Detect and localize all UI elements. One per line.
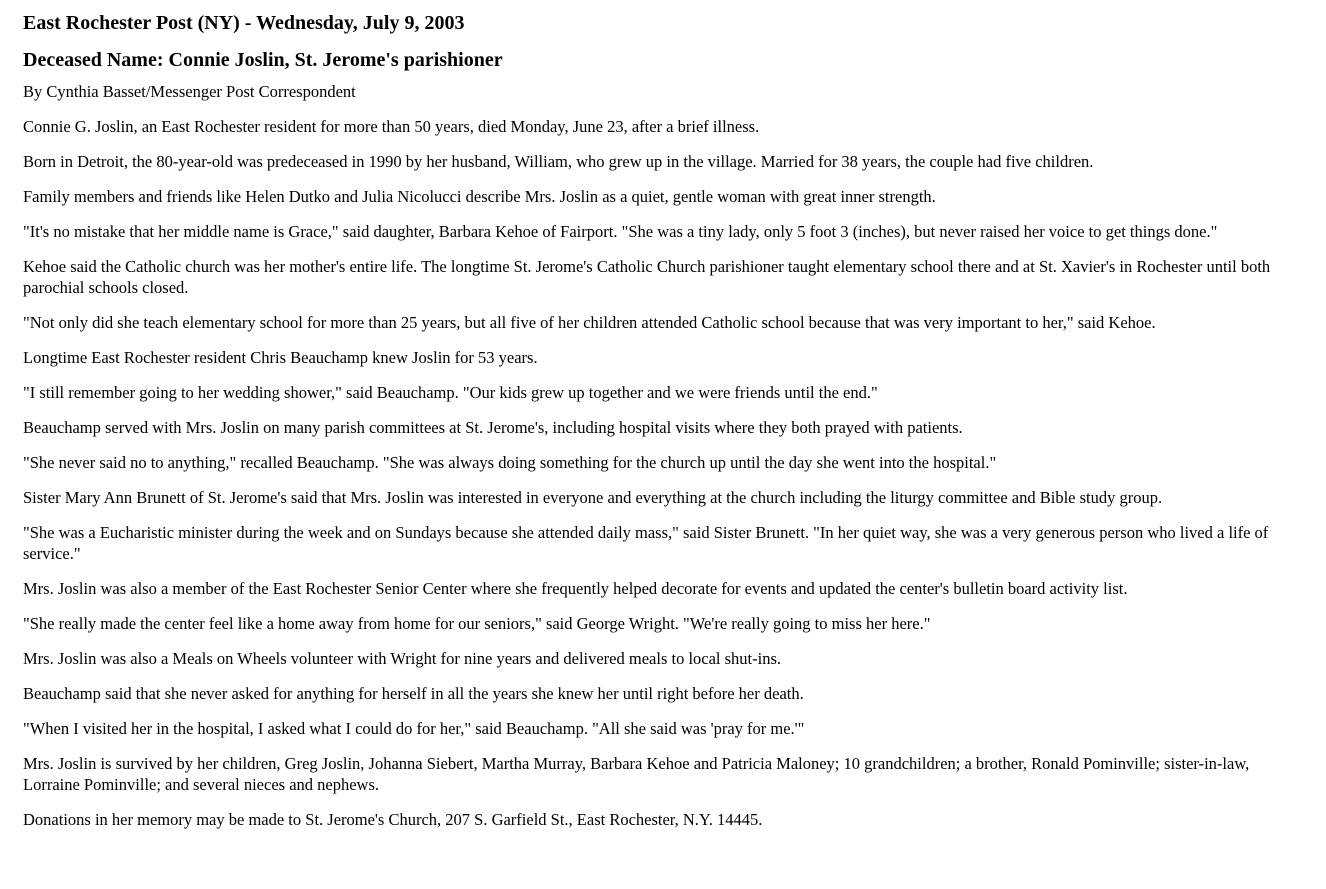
- article-paragraph: "Not only did she teach elementary school for more than 25 years, but all five of her children attended Catholic school because that was very important to her," said Kehoe.: [23, 313, 1156, 332]
- article-paragraph: Mrs. Joslin was also a member of the East Rochester Senior Center where she frequently helped decorate for events and updated the center's bulletin board activity list.: [23, 579, 1128, 598]
- page-title: East Rochester Post (NY) - Wednesday, July 9, 2003: [23, 12, 465, 34]
- article-paragraph: Beauchamp served with Mrs. Joslin on many parish committees at St. Jerome's, including hospital visits where they both prayed with patients.: [23, 418, 963, 437]
- article-paragraph: "She really made the center feel like a home away from home for our seniors," said George Wright. "We're really going to miss her here.": [23, 614, 931, 633]
- article-body: [23, 116, 1303, 830]
- article-paragraph: Family members and friends like Helen Dutko and Julia Nicolucci describe Mrs. Joslin as a quiet, gentle woman with great inner strength.: [23, 187, 936, 206]
- article-paragraph: Beauchamp said that she never asked for anything for herself in all the years she knew her until right before her death.: [23, 684, 804, 703]
- article-paragraph: Born in Detroit, the 80-year-old was predeceased in 1990 by her husband, William, who grew up in the village. Married for 38 years, the couple had five children.: [23, 152, 1094, 171]
- article-paragraph: "When I visited her in the hospital, I asked what I could do for her," said Beauchamp. "All she said was 'pray for me.'": [23, 719, 805, 738]
- article-paragraph: "She was a Eucharistic minister during the week and on Sundays because she attended daily mass," said Sister Brunett. "In her quiet way, she was a very generous person who lived a life of service.": [23, 523, 1269, 563]
- article-paragraph: "She never said no to anything," recalled Beauchamp. "She was always doing something for the church up until the day she went into the hospital.": [23, 453, 997, 472]
- article-paragraph: Sister Mary Ann Brunett of St. Jerome's said that Mrs. Joslin was interested in everyone and everything at the church including the liturgy committee and Bible study group.: [23, 488, 1163, 507]
- article-paragraph: "I still remember going to her wedding shower," said Beauchamp. "Our kids grew up together and we were friends until the end.": [23, 383, 878, 402]
- article-paragraph: "It's no mistake that her middle name is Grace," said daughter, Barbara Kehoe of Fairport. "She was a tiny lady, only 5 foot 3 (inches), but never raised her voice to get things done.": [23, 222, 1218, 241]
- article-paragraph: Mrs. Joslin was also a Meals on Wheels volunteer with Wright for nine years and delivered meals to local shut-ins.: [23, 649, 782, 668]
- article-paragraph: Mrs. Joslin is survived by her children, Greg Joslin, Johanna Siebert, Martha Murray, Barbara Kehoe and Patricia Maloney; 10 grandchildren; a brother, Ronald Pominville; sister-in-law, Lorraine Pominville; and several nieces and nephews.: [23, 754, 1250, 794]
- article-paragraph: Kehoe said the Catholic church was her mother's entire life. The longtime St. Jerome's Catholic Church parishioner taught elementary school there and at St. Xavier's in Rochester until both parochial schools closed.: [23, 257, 1271, 297]
- deceased-name-heading: Deceased Name: Connie Joslin, St. Jerome's parishioner: [23, 49, 503, 71]
- article-paragraph: Connie G. Joslin, an East Rochester resident for more than 50 years, died Monday, June 23, after a brief illness.: [23, 117, 760, 136]
- article-paragraph: Donations in her memory may be made to St. Jerome's Church, 207 S. Garfield St., East Rochester, N.Y. 14445.: [23, 810, 763, 829]
- article-paragraph: Longtime East Rochester resident Chris Beauchamp knew Joslin for 53 years.: [23, 348, 538, 367]
- byline: By Cynthia Basset/Messenger Post Correspondent: [23, 82, 356, 101]
